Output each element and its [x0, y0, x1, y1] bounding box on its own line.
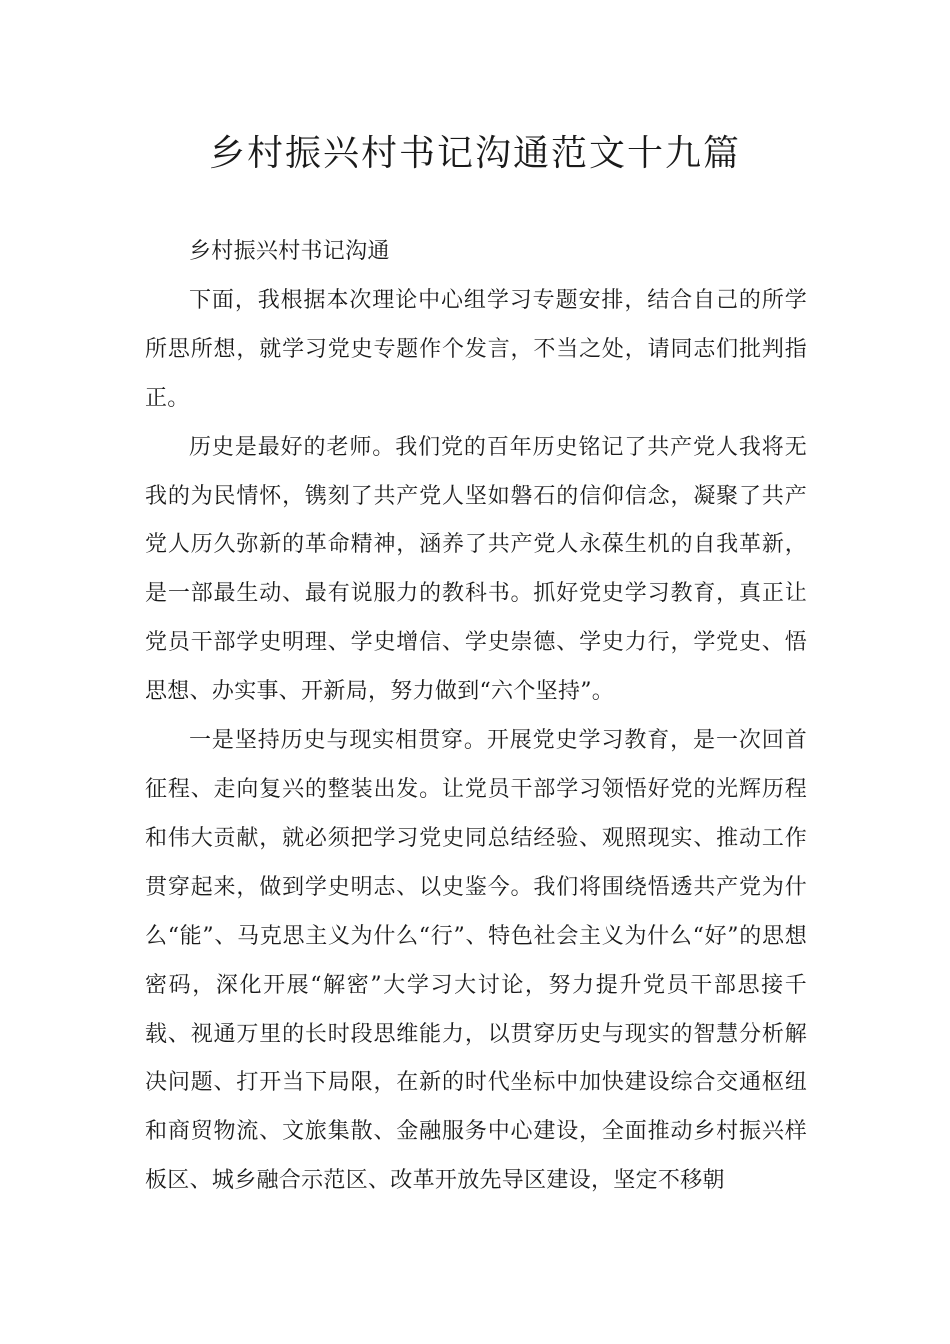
document-body	[145, 228, 807, 1206]
document-title: 乡村振兴村书记沟通范文十九篇	[208, 133, 741, 174]
body-paragraph-intro: 下面，我根据本次理论中心组学习专题安排，结合自己的所学所思所想，就学习党史专题作个发言，不当之处，请同志们批判指正。	[145, 287, 807, 411]
body-paragraph-point-one: 一是坚持历史与现实相贯穿。开展党史学习教育，是一次回首征程、走向复兴的整装出发。让党员干部学习领悟好党的光辉历程和伟大贡献，就必须把学习党史同总结经验、观照现实、推动工作贯穿起来，做到学史明志、以史鉴今。我们将围绕悟透共产党为什么“能”、马克思主义为什么“行”、特色社会主义为什么“好”的思想密码，深化开展“解密”大学习大讨论，努力提升党员干部思接千载、视通万里的长时段思维能力，以贯穿历史与现实的智慧分析解决问题、打开当下局限，在新的时代坐标中加快建设综合交通枢纽和商贸物流、文旅集散、金融服务中心建设，全面推动乡村振兴样板区、城乡融合示范区、改革开放先导区建设，坚定不移朝	[145, 728, 807, 1194]
body-paragraph-subtitle: 乡村振兴村书记沟通	[189, 239, 390, 264]
body-paragraph-history: 历史是最好的老师。我们党的百年历史铭记了共产党人我将无我的为民情怀，镌刻了共产党人坚如磐石的信仰信念，凝聚了共产党人历久弥新的革命精神，涵养了共产党人永葆生机的自我革新，是一部最生动、最有说服力的教科书。抓好党史学习教育，真正让党员干部学史明理、学史增信、学史崇德、学史力行，学党史、悟思想、办实事、开新局，努力做到“六个坚持”。	[145, 434, 807, 705]
